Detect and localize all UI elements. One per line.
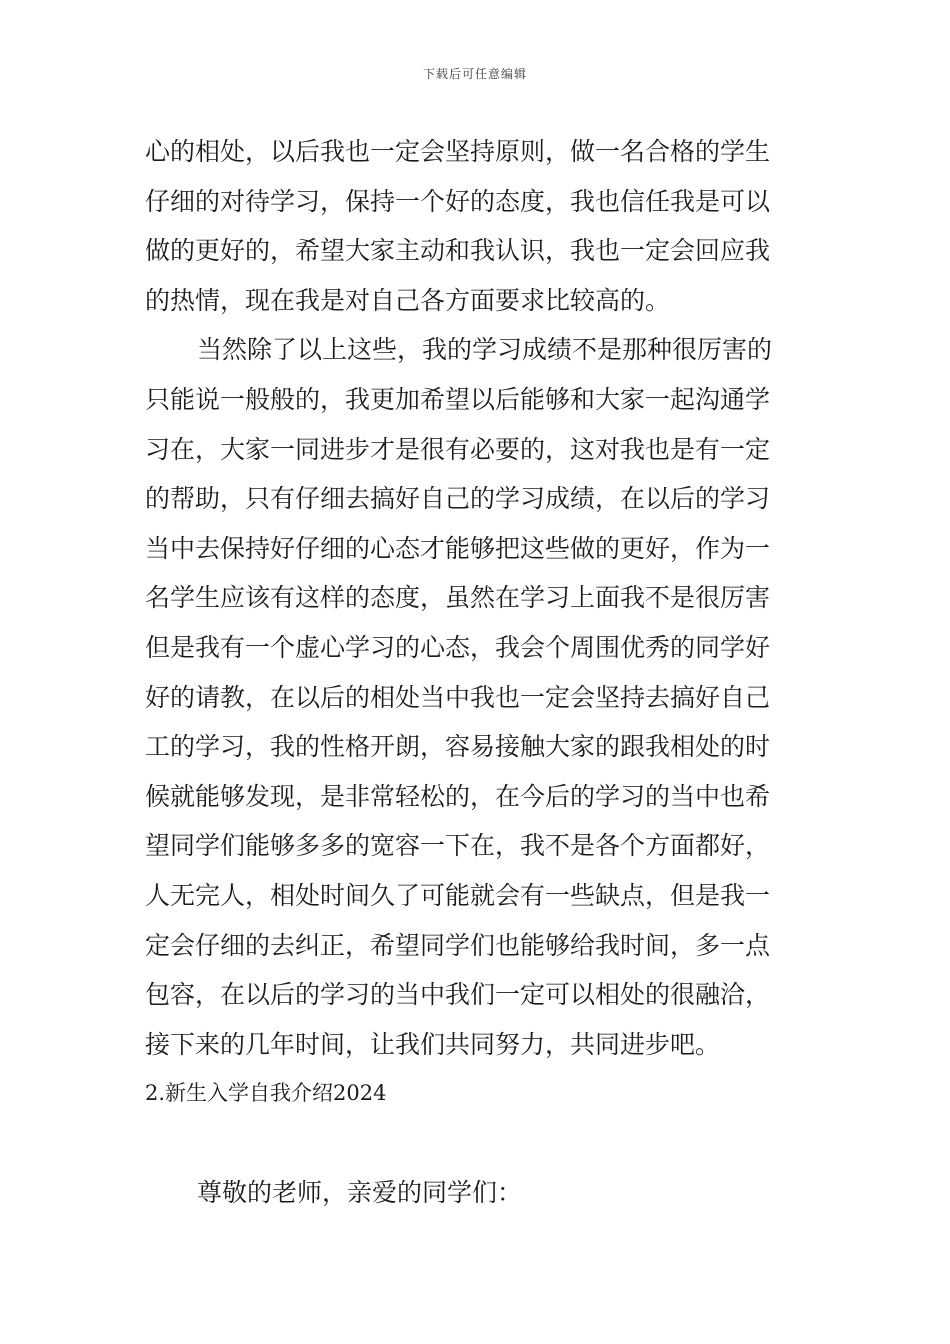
document-body <box>145 127 810 1218</box>
paragraph-line: 当然除了以上这些，我的学习成绩不是那种很厉害的 <box>197 335 773 365</box>
paragraph-line: 当中去保持好仔细的心态才能够把这些做的更好，作为一 <box>145 533 771 563</box>
page-header: 下载后可任意编辑 <box>422 67 527 81</box>
paragraph-line: 心的相处，以后我也一定会坚持原则，做一名合格的学生 <box>145 137 771 166</box>
paragraph-line: 名学生应该有这样的态度，虽然在学习上面我不是很厉害 <box>145 583 771 613</box>
paragraph-line: 候就能够发现，是非常轻松的，在今后的学习的当中也希 <box>145 781 771 811</box>
paragraph-line: 习在，大家一同进步才是很有必要的，这对我也是有一定 <box>145 434 771 464</box>
paragraph-line: 但是我有一个虚心学习的心态，我会个周围优秀的同学好 <box>145 632 771 662</box>
paragraph-line: 仔细的对待学习，保持一个好的态度，我也信任我是可以 <box>145 186 771 216</box>
paragraph-line: 包容，在以后的学习的当中我们一定可以相处的很融洽， <box>145 980 771 1010</box>
paragraph-line: 的热情，现在我是对自己各方面要求比较高的。 <box>145 285 671 315</box>
paragraph-line: 望同学们能够多多的宽容一下在，我不是各个方面都好， <box>145 831 771 861</box>
paragraph-line: 好的请教，在以后的相处当中我也一定会坚持去搞好自己 <box>145 682 771 712</box>
paragraph-line: 做的更好的，希望大家主动和我认识，我也一定会回应我 <box>145 236 771 266</box>
greeting-line: 尊敬的老师，亲爱的同学们： <box>197 1178 523 1208</box>
blank-line <box>145 1119 810 1169</box>
paragraph-line: 定会仔细的去纠正，希望同学们也能够给我时间，多一点 <box>145 930 771 960</box>
paragraph-line: 人无完人，相处时间久了可能就会有一些缺点，但是我一 <box>145 880 771 910</box>
paragraph-line: 工的学习，我的性格开朗，容易接触大家的跟我相处的时 <box>145 732 771 762</box>
paragraph-line: 接下来的几年时间，让我们共同努力，共同进步吧。 <box>145 1029 721 1059</box>
paragraph-line: 的帮助，只有仔细去搞好自己的学习成绩，在以后的学习 <box>145 484 771 514</box>
paragraph-line: 只能说一般般的，我更加希望以后能够和大家一起沟通学 <box>145 384 771 414</box>
section-heading: 2.新生入学自我介绍2024 <box>145 1081 387 1106</box>
